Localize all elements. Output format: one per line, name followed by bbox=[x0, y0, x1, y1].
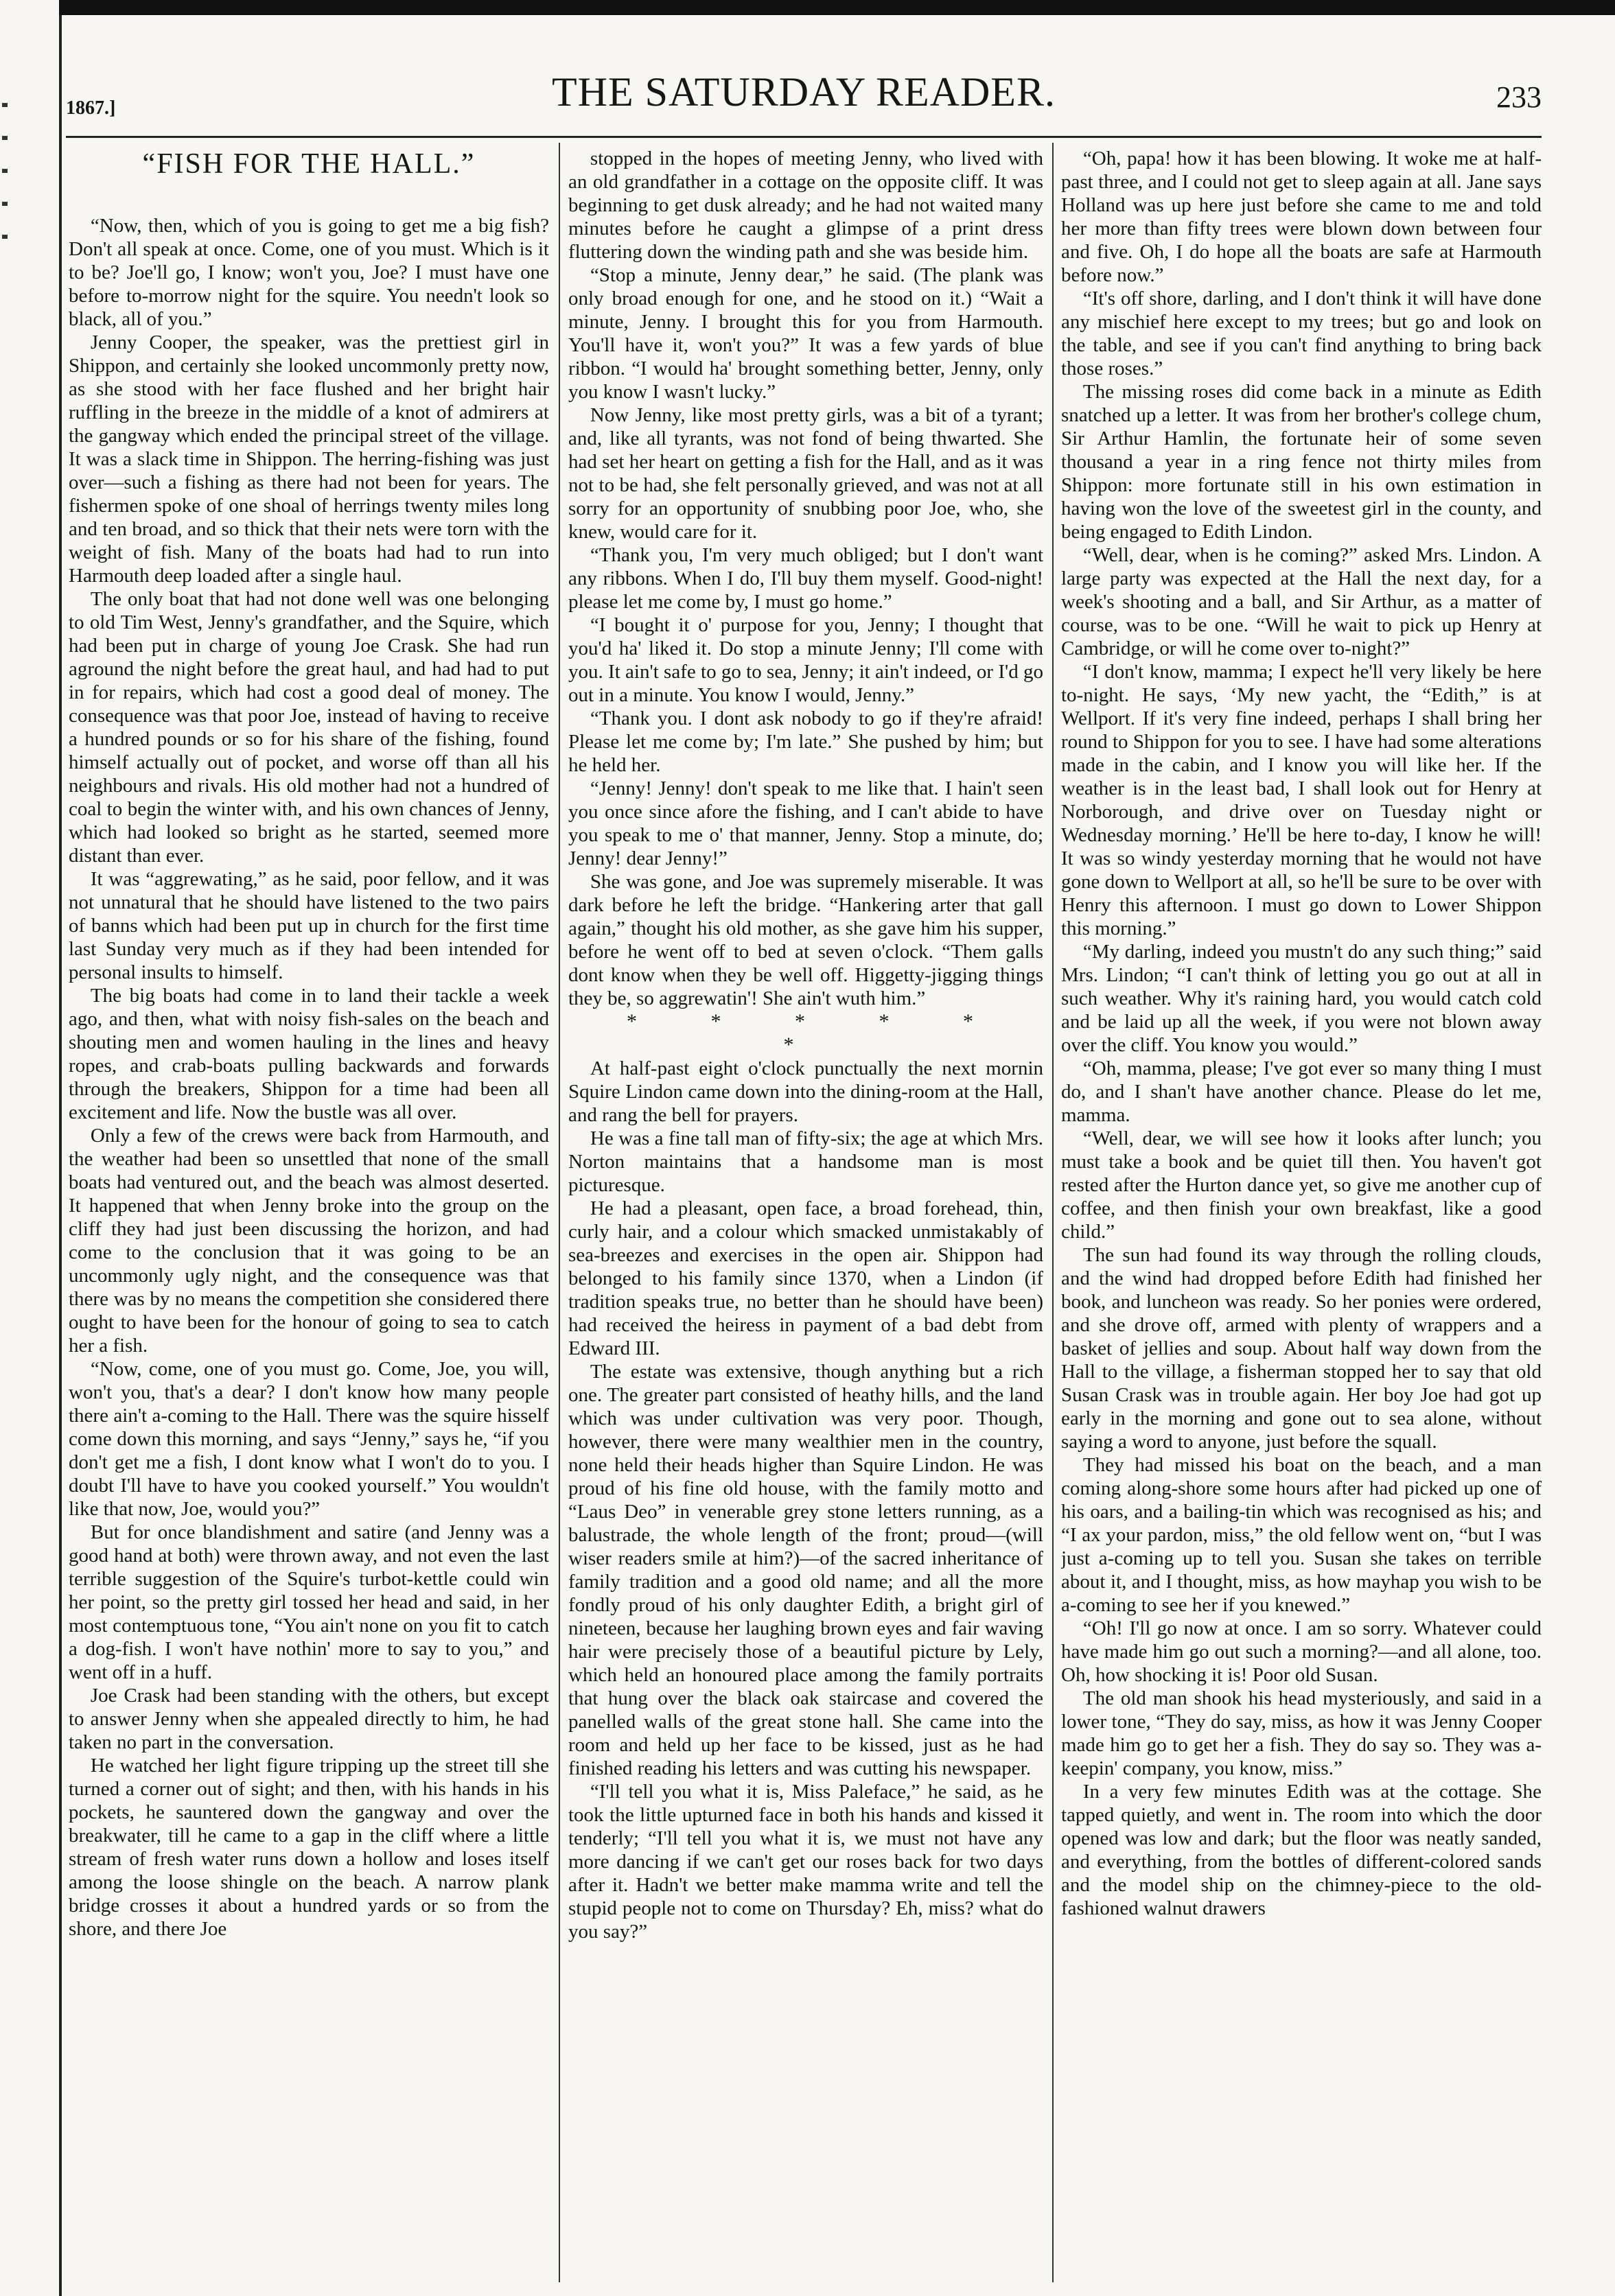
paragraph: “Now, come, one of you must go. Come, Joe, you will, won't you, that's a dear? I don't know how many people there ain't a-coming to the Hall. There was the squire hisself come down this morning, and says “Jenny,” says he, “if you don't get me a fish, I dont know what I won't do to you. I doubt I'll have to have you cooked yourself.” You wouldn't like that now, Joe, would you?” bbox=[69, 1358, 549, 1520]
paragraph: At half-past eight o'clock punctually the next mornin Squire Lindon came down into the dining-room at the Hall, and rang the bell for prayers. bbox=[568, 1057, 1043, 1126]
paragraph: “It's off shore, darling, and I don't think it will have done any mischief here except to my trees; but go and look on the table, and see if you can't find anything to bring back those roses.” bbox=[1061, 288, 1542, 379]
paragraph: He watched her light figure tripping up the street till she turned a corner out of sight; and then, with his hands in his pockets, he sauntered down the gangway and over the breakwater, till he came to a gap in the cliff where a little stream of fresh water runs down a hollow and loses itself among the loose shingle on the beach. A narrow plank bridge crosses it about a hundred yards or so from the shore, and there Joe bbox=[69, 1755, 549, 1940]
paragraph: “Thank you. I dont ask nobody to go if they're afraid! Please let me come by; I'm late.” She pushed by him; but he held her. bbox=[568, 707, 1043, 776]
column-divider bbox=[559, 143, 560, 2282]
header-rule bbox=[66, 136, 1542, 138]
paragraph: The old man shook his head mysteriously, and said in a lower tone, “They do say, miss, as how it was Jenny Cooper made him go to get her a fish. They do say so. They was a-keepin' company, you know, miss.” bbox=[1061, 1687, 1542, 1779]
story-title: “FISH FOR THE HALL.” bbox=[142, 148, 476, 180]
publication-title: THE SATURDAY READER. bbox=[552, 69, 1056, 115]
paragraph: The big boats had come in to land their tackle a week ago, and then, what with noisy fish-sales on the beach and shouting men and women hauling in the lines and heavy ropes, and crab-boats pulling backwards and forwards through the breakers, Shippon for a time had been all excitement and life. Now the bustle was all over. bbox=[69, 985, 549, 1123]
page-edge-rule bbox=[59, 15, 62, 2296]
paragraph: Jenny Cooper, the speaker, was the prettiest girl in Shippon, and certainly she looked uncommonly pretty now, as she stood with her face flushed and her bright hair ruffling in the breeze in the middle of a knot of admirers at the gangway which ended the principal street of the village. It was a slack time in Shippon. The herring-fishing was just over—such a fishing as there had not been for years. The fishermen spoke of one shoal of herrings twenty miles long and ten broad, and so thick that their nets were torn with the weight of fish. Many of the boats had had to run into Harmouth deep loaded after a single haul. bbox=[69, 331, 549, 587]
paragraph: They had missed his boat on the beach, and a man coming along-shore some hours after had picked up one of his oars, and a bailing-tin which was recognised as his; and “I ax your pardon, miss,” the old fellow went on, “but I was just a-coming up to tell you. Susan she takes on terrible about it, and I thought, miss, as how mayhap you wish to be a-coming to see her if you knewed.” bbox=[1061, 1454, 1542, 1616]
paragraph: “Well, dear, we will see how it looks after lunch; you must take a book and be quiet till then. You haven't got rested after the Hurton dance yet, so give me another cup of coffee, and then finish your own breakfast, like a good child.” bbox=[1061, 1127, 1542, 1243]
paragraph: She was gone, and Joe was supremely miserable. It was dark before he left the bridge. “Hankering arter that gall again,” thought his old mother, as she gave him his supper, before he went off to bed at seven o'clock. “Them galls dont know when they be well off. Higgetty-jigging things they be, so aggrewatin'! She ain't wuth him.” bbox=[568, 871, 1043, 1009]
paragraph: “Jenny! Jenny! don't speak to me like that. I hain't seen you once since afore the fishing, and I can't abide to have you speak to me o' that manner, Jenny. Stop a minute, do; Jenny! dear Jenny!” bbox=[568, 777, 1043, 869]
paragraph: “Now, then, which of you is going to get me a big fish? Don't all speak at once. Come, one of you must. Which is it to be? Joe'll go, I know; won't you, Joe? I must have one before to-morrow night for the squire. You needn't look so black, all of you.” bbox=[69, 215, 549, 330]
column-3 bbox=[1061, 147, 1542, 2282]
paragraph: It was “aggrewating,” as he said, poor fellow, and it was not unnatural that he should have listened to the two pairs of banns which had been put up in church for the first time last Sunday very much as if they had been intended for personal insults to himself. bbox=[69, 868, 549, 983]
paragraph: “Stop a minute, Jenny dear,” he said. (The plank was only broad enough for one, and he stood on it.) “Wait a minute, Jenny. I brought this for you from Harmouth. You'll have it, won't you?” It was a few yards of blue ribbon. “I would ha' brought something better, Jenny, only you know I wasn't lucky.” bbox=[568, 264, 1043, 403]
page-number: 233 bbox=[1496, 80, 1542, 114]
column-1 bbox=[69, 147, 549, 2282]
paragraph: The estate was extensive, though anything but a rich one. The greater part consisted of heathy hills, and the land which was under cultivation was very poor. Though, however, there were many wealthier men in the country, none held their heads higher than Squire Lindon. He was proud of his fine old house, with the family motto and “Laus Deo” in venerable grey stone letters running, as a balustrade, the whole length of the front; proud—(will wiser readers smile at him?)—of the sacred inheritance of family tradition and a good old name; and all the more fondly proud of his only daughter Edith, a bright girl of nineteen, because her laughing brown eyes and fair waving hair were precisely those of a beautiful picture by Lely, which held an honoured place among the family portraits that hung over the black oak staircase and covered the panelled walls of the great stone hall. She came into the room and held up her face to be kissed, just as he had finished reading his letters and was cutting his newspaper. bbox=[568, 1361, 1043, 1779]
paragraph: “Oh! I'll go now at once. I am so sorry. Whatever could have made him go out such a morning?—and all alone, too. Oh, how shocking it is! Poor old Susan. bbox=[1061, 1617, 1542, 1686]
paragraph: Only a few of the crews were back from Harmouth, and the weather had been so unsettled that none of the small boats had ventured out, and the beach was almost deserted. It happened that when Jenny broke into the group on the cliff they had just been discussing the horizon, and had come to the conclusion that it was going to be an uncommonly ugly night, and the consequence was that there was by no means the competition she considered there ought to have been for the honour of going to sea to catch her a fish. bbox=[69, 1125, 549, 1357]
paragraph: He was a fine tall man of fifty-six; the age at which Mrs. Norton maintains that a handsome man is most picturesque. bbox=[568, 1127, 1043, 1196]
paragraph: “I'll tell you what it is, Miss Paleface,” he said, as he took the little upturned face in both his hands and kissed it tenderly; “I'll tell you what it is, we must not have any more dancing if we can't get our roses back for two days after it. Hadn't we better make mamma write and tell the stupid people not to come on Thursday? Eh, miss? what do you say?” bbox=[568, 1781, 1043, 1943]
paragraph: The missing roses did come back in a minute as Edith snatched up a letter. It was from her brother's college chum, Sir Arthur Hamlin, the fortunate heir of some seven thousand a year in a ring fence not thirty miles from Shippon: more fortunate still in his own estimation in having won the love of the sweetest girl in the county, and being engaged to Edith Lindon. bbox=[1061, 381, 1542, 543]
paragraph: Joe Crask had been standing with the others, but except to answer Jenny when she appealed directly to him, he had taken no part in the conversation. bbox=[69, 1685, 549, 1753]
column-2 bbox=[568, 147, 1043, 2282]
paragraph: The only boat that had not done well was one belonging to old Tim West, Jenny's grandfather, and the Squire, which had been put in charge of young Joe Crask. She had run aground the night before the great haul, and had had to put in for repairs, which had cost a good deal of money. The consequence was that poor Joe, instead of having to receive a hundred pounds or so for his share of the fishing, found himself actually out of pocket, and worse off than all his neighbours and rivals. His old mother had not a hundred of coal to begin the winter with, and his own chances of Jenny, which had looked so bright as he started, seemed more distant than ever. bbox=[69, 588, 549, 867]
margin-marks bbox=[0, 103, 10, 288]
section-break: * * * * * * bbox=[627, 1010, 1008, 1056]
paragraph: “Thank you, I'm very much obliged; but I don't want any ribbons. When I do, I'll buy them myself. Good-night! please let me come by, I must go home.” bbox=[568, 544, 1043, 613]
paragraph: He had a pleasant, open face, a broad forehead, thin, curly hair, and a colour which smacked unmistakably of sea-breezes and exercises in the open air. Shippon had belonged to his family since 1370, when a Lindon (if tradition speaks true, no better than he should have been) had received the heiress in payment of a bad debt from Edward III. bbox=[568, 1197, 1043, 1359]
paragraph: “Oh, mamma, please; I've got ever so many thing I must do, and I shan't have another chance. Please do let me, mamma. bbox=[1061, 1057, 1542, 1126]
header-year: 1867.] bbox=[66, 97, 116, 119]
paragraph: The sun had found its way through the rolling clouds, and the wind had dropped before Edith had finished her book, and luncheon was ready. So her ponies were ordered, and she drove off, armed with plenty of wrappers and a basket of jellies and soup. About half way down from the Hall to the village, a fisherman stopped her to say that old Susan Crask was in trouble again. Her boy Joe had got up early in the morning and gone out to sea alone, without saying a word to anyone, just before the squall. bbox=[1061, 1244, 1542, 1453]
paragraph: Now Jenny, like most pretty girls, was a bit of a tyrant; and, like all tyrants, was not fond of being thwarted. She had set her heart on getting a fish for the Hall, and as it was not to be had, she felt personally grieved, and was not at all sorry for an opportunity of snubbing poor Joe, who, she knew, would care for it. bbox=[568, 404, 1043, 543]
paragraph: “I don't know, mamma; I expect he'll very likely be here to-night. He says, ‘My new yacht, the “Edith,” is at Wellport. If it's very fine indeed, perhaps I shall bring her round to Shippon for you to see. I have had some alterations made in the cabin, and I know you will like her. If the weather is in the least bad, I shall look out for Henry at Norborough, and drive over on Tuesday night or Wednesday morning.’ He'll be here to-day, I know he will! It was so windy yesterday morning that he would not have gone down to Wellport at all, so he'll be sure to be over with Henry this afternoon. I must go down to Lower Shippon this morning.” bbox=[1061, 661, 1542, 939]
paragraph: “I bought it o' purpose for you, Jenny; I thought that you'd ha' liked it. Do stop a minute Jenny; I'll come with you. It ain't safe to go to sea, Jenny; it ain't indeed, or I'd go out in a minute. You know I would, Jenny.” bbox=[568, 614, 1043, 706]
top-rule bbox=[59, 0, 1615, 15]
paragraph: stopped in the hopes of meeting Jenny, who lived with an old grandfather in a cottage on the opposite cliff. It was beginning to get dusk already; and he had not waited many minutes before he caught a glimpse of a print dress fluttering down the winding path and she was beside him. bbox=[568, 148, 1043, 263]
paragraph: But for once blandishment and satire (and Jenny was a good hand at both) were thrown away, and not even the last terrible suggestion of the Squire's turbot-kettle could win her point, so the pretty girl tossed her head and said, in her most contemptuous tone, “You ain't none on you fit to catch a dog-fish. I won't have nothin' more to say to you,” and went off in a huff. bbox=[69, 1521, 549, 1683]
page-header bbox=[66, 69, 1542, 124]
paragraph: “My darling, indeed you mustn't do any such thing;” said Mrs. Lindon; “I can't think of letting you go out at all in such weather. Why it's raining hard, you would catch cold and be laid up all the week, if you were not blown away over the cliff. You know you would.” bbox=[1061, 941, 1542, 1056]
paragraph: “Oh, papa! how it has been blowing. It woke me at half-past three, and I could not get to sleep again at all. Jane says Holland was up here just before she came to me and told her more than fifty trees were blown down between four and five. Oh, I do hope all the boats are safe at Harmouth before now.” bbox=[1061, 148, 1542, 286]
paragraph: “Well, dear, when is he coming?” asked Mrs. Lindon. A large party was expected at the Hall the next day, for a week's shooting and a ball, and Sir Arthur, as a matter of course, was to be one. “Will he wait to pick up Henry at Cambridge, or will he come over to-night?” bbox=[1061, 544, 1542, 659]
paragraph: In a very few minutes Edith was at the cottage. She tapped quietly, and went in. The room into which the door opened was low and dark; but the floor was neatly sanded, and everything, from the bottles of different-colored sands and the model ship on the chimney-piece to the old-fashioned walnut drawers bbox=[1061, 1781, 1542, 1919]
column-divider bbox=[1052, 143, 1054, 2282]
